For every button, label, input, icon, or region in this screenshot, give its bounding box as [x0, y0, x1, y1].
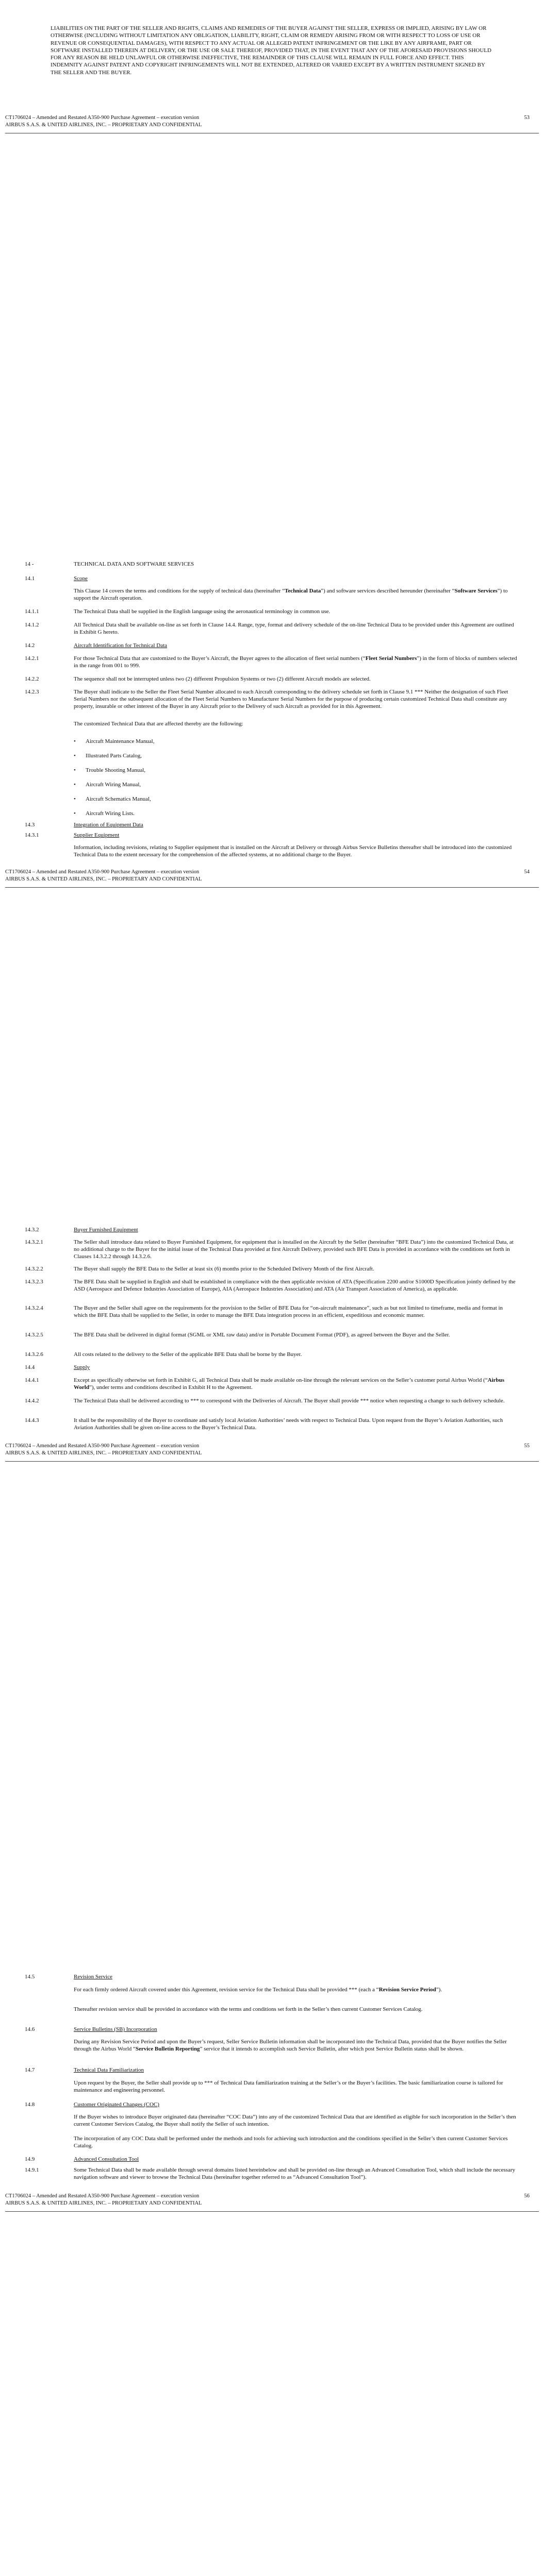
footer-page-53: [5, 114, 539, 129]
page-number: 53: [524, 115, 530, 121]
section-title: Scope: [74, 575, 88, 582]
footer-page-54: CT1706024 – Amended and Restated A350-900 Purchase Agreement – execution version AIRBUS S.A.S. & UNITED AIRLINES, INC. – PROPRIETARY AND CONFIDENTIAL 54: [5, 869, 539, 883]
page-number: 56: [524, 2193, 530, 2199]
footer-rule: [5, 887, 539, 888]
page-number: 55: [524, 1443, 530, 1449]
liability-paragraph: LIABILITIES ON THE PART OF THE SELLER AND RIGHTS, CLAIMS AND REMEDIES OF THE BUYER AGAINST THE SELLER, EXPRESS OR IMPLIED, ARISING BY LAW OR OTHERWISE (INCLUDING WITHOUT LIMITATION ANY OBLIGATION, LIABILITY, RIGHT, CLAIM OR REMEDY ARISING FROM OR WITH RESPECT TO LOSS OF USE OR REVENUE OR CONSEQUENTIAL DAMAGES), WITH RESPECT TO ANY ACTUAL OR ALLEGED PATENT INFRINGEMENT OR THE LIKE BY ANY AIRFRAME, PART OR SOFTWARE INSTALLED THEREIN AT DELIVERY, OR THE USE OR SALE THEREOF, PROVIDED THAT, IN THE EVENT THAT ANY OF THE AFORESAID PROVISIONS SHOULD FOR ANY REASON BE HELD UNLAWFUL OR OTHERWISE INEFFECTIVE, THE REMAINDER OF THIS CLAUSE WILL REMAIN IN FULL FORCE AND EFFECT. THIS INDEMNITY AGAINST PATENT AND COPYRIGHT INFRINGEMENTS WILL NOT BE EXTENDED, ALTERED OR VARIED EXCEPT BY A WRITTEN INSTRUMENT SIGNED BY THE SELLER AND THE BUYER.: [51, 25, 491, 76]
footer-rule: [5, 1461, 539, 1462]
footer-page-55: CT1706024 – Amended and Restated A350-900 Purchase Agreement – execution version AIRBUS S.A.S. & UNITED AIRLINES, INC. – PROPRIETARY AND CONFIDENTIAL 55: [5, 1443, 539, 1457]
footer-page-56: CT1706024 – Amended and Restated A350-900 Purchase Agreement – execution version AIRBUS S.A.S. & UNITED AIRLINES, INC. – PROPRIETARY AND CONFIDENTIAL 56: [5, 2193, 539, 2207]
page-number: 54: [524, 869, 530, 875]
footer-line-2: AIRBUS S.A.S. & UNITED AIRLINES, INC. – PROPRIETARY AND CONFIDENTIAL: [5, 122, 202, 128]
footer-rule: [5, 2211, 539, 2212]
footer-line-1: CT1706024 – Amended and Restated A350-900 Purchase Agreement – execution version: [5, 115, 200, 121]
